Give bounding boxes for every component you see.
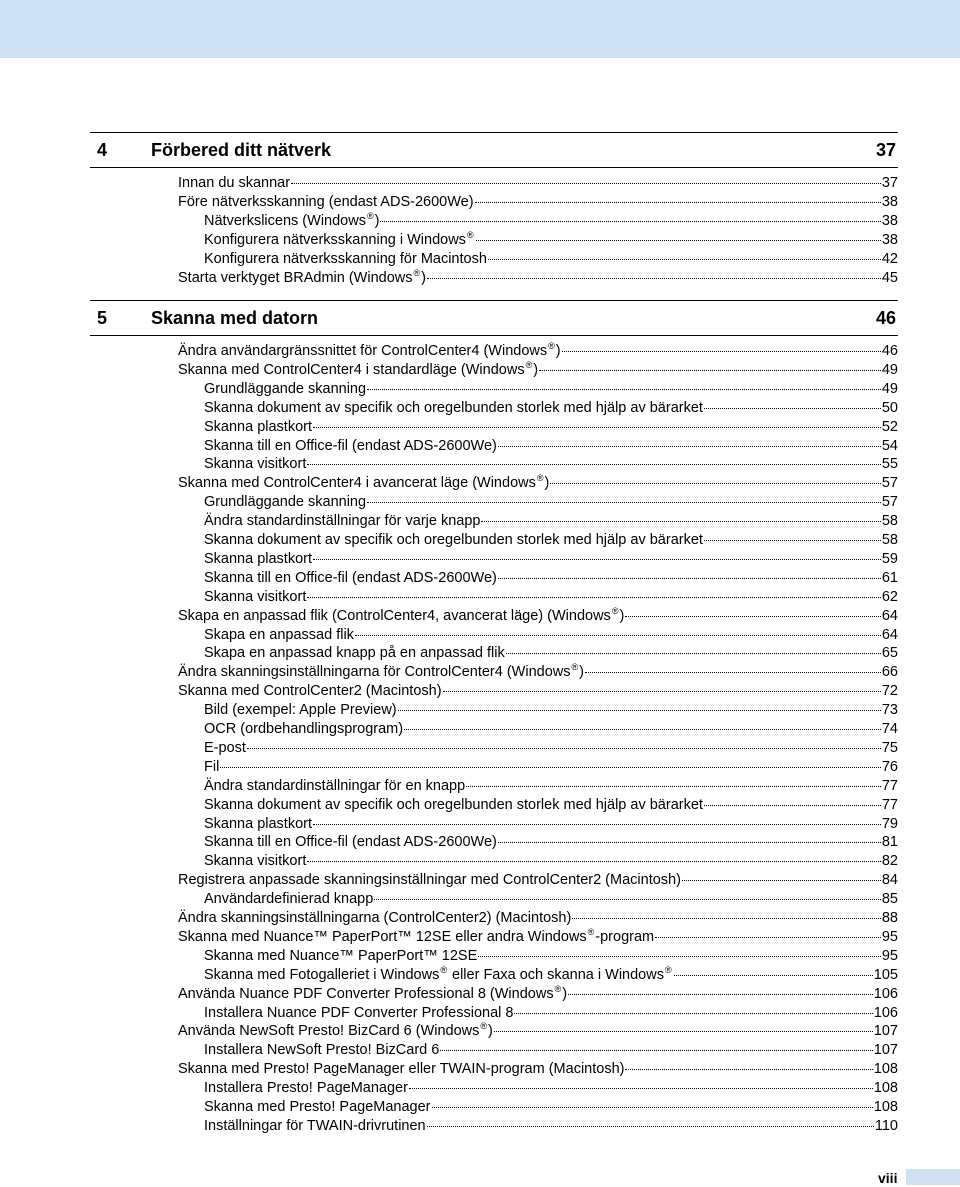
dot-leader [475, 202, 881, 203]
dot-leader [427, 1126, 874, 1127]
toc-entry[interactable] [204, 701, 898, 720]
toc-entry[interactable] [204, 1004, 898, 1023]
toc-entry-page: 81 [881, 834, 898, 851]
toc-entry[interactable] [204, 437, 898, 456]
toc-entry[interactable] [204, 626, 898, 645]
dot-leader [313, 559, 881, 560]
toc-entry[interactable] [178, 909, 898, 928]
toc-entry-page: 65 [881, 645, 898, 662]
toc-entry-title: Skanna med Nuance™ PaperPort™ 12SE eller andra Windows®-program [178, 926, 655, 945]
toc-entry[interactable] [204, 380, 898, 399]
dot-leader [481, 521, 880, 522]
toc-entry-page: 74 [881, 721, 898, 737]
toc-entry[interactable] [204, 720, 898, 739]
toc-entry-title: Grundläggande skanning [204, 380, 367, 397]
toc-entry-page: 108 [873, 1099, 898, 1115]
toc-entry-page: 38 [881, 194, 898, 210]
chapter-5-heading[interactable] [90, 300, 898, 336]
dot-leader [572, 918, 881, 919]
chapter-title: Förbered ditt nätverk [151, 140, 332, 160]
toc-entry[interactable] [178, 361, 898, 380]
toc-entry-title: Ändra skanningsinställningarna (ControlCenter2) (Macintosh) [178, 910, 572, 926]
dot-leader [539, 370, 881, 371]
toc-entry-page: 49 [881, 380, 898, 397]
toc-entry[interactable] [204, 966, 898, 985]
dot-leader [704, 540, 881, 541]
dot-leader [307, 597, 881, 598]
toc-entry-title: Skanna med Fotogalleriet i Windows® eller Faxa och skanna i Windows® [204, 964, 672, 983]
dot-leader [440, 1050, 872, 1051]
toc-entry[interactable] [204, 1117, 898, 1136]
toc-entry[interactable] [204, 947, 898, 966]
toc-entry-page: 45 [881, 270, 898, 286]
dot-leader [568, 994, 873, 995]
toc-entry-page: 85 [881, 891, 898, 908]
toc-entry-title: Innan du skannar [178, 175, 291, 191]
toc-entry[interactable] [204, 890, 898, 909]
toc-entry-page: 108 [873, 1061, 898, 1078]
toc-entry-title: Skapa en anpassad flik [204, 626, 354, 643]
toc-entry-title: Användardefinierad knapp [204, 891, 374, 908]
toc-entry[interactable] [204, 1041, 898, 1060]
toc-entry-page: 95 [881, 928, 898, 945]
dot-leader [585, 672, 881, 673]
dot-leader [655, 937, 881, 938]
toc-entry-page: 108 [873, 1080, 898, 1097]
dot-leader [291, 183, 881, 184]
toc-entry[interactable] [204, 588, 898, 607]
dot-leader [247, 748, 881, 749]
toc-entry-title: Före nätverksskanning (endast ADS-2600We) [178, 194, 474, 210]
dot-leader [466, 786, 881, 787]
toc-entry-title: Fil [204, 758, 220, 775]
toc-entry-page: 107 [873, 1023, 898, 1040]
toc-entry-title: Skanna med Presto! PageManager [204, 1099, 431, 1115]
toc-entry-title: Använda NewSoft Presto! BizCard 6 (Windows®) [178, 1021, 493, 1040]
toc-entry[interactable] [204, 493, 898, 512]
toc-entry-title: Skanna med Presto! PageManager eller TWAIN-program (Macintosh) [178, 1061, 625, 1078]
toc-entry[interactable] [204, 231, 898, 250]
toc-entry-title: Ändra standardinställningar för en knapp [204, 777, 466, 794]
toc-entry[interactable] [178, 607, 898, 626]
toc-entry-page: 110 [874, 1117, 898, 1134]
toc-entry-page: 58 [881, 513, 898, 530]
toc-entry-title: Skanna med ControlCenter4 i standardläge (Windows®) [178, 359, 539, 378]
toc-entry-title: OCR (ordbehandlingsprogram) [204, 721, 404, 737]
toc-entry-title: Inställningar för TWAIN-drivrutinen [204, 1117, 426, 1134]
registered-mark: ® [366, 211, 374, 221]
toc-entry-title: Skanna dokument av specifik och oregelbunden storlek med hjälp av bärarket [204, 532, 703, 548]
toc-entry[interactable] [178, 682, 898, 701]
toc-entry-page: 57 [881, 494, 898, 511]
toc-entry-title: Skanna plastkort [204, 550, 313, 567]
page-number: viii [878, 1170, 898, 1186]
dot-leader [307, 861, 881, 862]
dot-leader [432, 1107, 873, 1108]
toc-entry-page: 84 [881, 872, 898, 889]
toc-entry-title: Använda Nuance PDF Converter Professional 8 (Windows®) [178, 983, 568, 1002]
toc-entry-title: Grundläggande skanning [204, 494, 367, 511]
toc-entry-page: 50 [881, 399, 898, 416]
dot-leader [220, 767, 881, 768]
toc-entry-page: 62 [881, 588, 898, 605]
toc-entry[interactable] [204, 815, 898, 834]
dot-leader [498, 842, 881, 843]
toc-entry-page: 77 [881, 777, 898, 794]
toc-entry-page: 38 [881, 232, 898, 248]
registered-mark: ® [440, 964, 447, 975]
toc-entry-page: 106 [873, 985, 898, 1002]
dot-leader [488, 259, 881, 260]
registered-mark: ® [587, 926, 595, 937]
dot-leader [674, 975, 873, 976]
dot-leader [367, 502, 881, 503]
toc-entry-page: 66 [881, 664, 898, 681]
toc-entry[interactable] [204, 777, 898, 796]
registered-mark: ® [466, 230, 474, 240]
toc-entry-page: 54 [881, 437, 898, 454]
toc-entry[interactable] [204, 569, 898, 588]
dot-leader [506, 653, 881, 654]
dot-leader [494, 1031, 873, 1032]
dot-leader [514, 1013, 872, 1014]
toc-entry-title: Skapa en anpassad knapp på en anpassad flik [204, 645, 505, 662]
dot-leader [625, 1069, 872, 1070]
toc-entry-title: Installera NewSoft Presto! BizCard 6 [204, 1042, 440, 1059]
toc-entry-title: Skanna till en Office-fil (endast ADS-2600We) [204, 834, 497, 851]
toc-entry[interactable] [204, 1098, 898, 1117]
toc-entry-title: Ändra skanningsinställningarna för ControlCenter4 (Windows®) [178, 662, 584, 681]
toc-entry-page: 37 [881, 175, 898, 191]
toc-entry[interactable] [204, 644, 898, 663]
toc-entry-title: E-post [204, 739, 246, 756]
footer-accent-bar [906, 1169, 960, 1185]
registered-mark: ® [536, 473, 544, 484]
toc-entry-title: Skapa en anpassad flik (ControlCenter4, avancerat läge) (Windows®) [178, 605, 625, 624]
toc-entry-page: 79 [881, 815, 898, 832]
toc-entry-title: Skanna visitkort [204, 853, 307, 870]
toc-entry-page: 49 [881, 361, 898, 378]
toc-entry[interactable] [204, 739, 898, 758]
toc-entry-title: Skanna dokument av specifik och oregelbunden storlek med hjälp av bärarket [204, 796, 703, 813]
toc-entry[interactable] [204, 250, 898, 269]
chapter-number: 4 [97, 140, 108, 160]
toc-entry-title: Skanna till en Office-fil (endast ADS-2600We) [204, 569, 497, 586]
toc-entry-page: 58 [881, 532, 898, 548]
registered-mark: ® [413, 268, 421, 278]
dot-leader [498, 578, 881, 579]
toc-entry[interactable] [204, 758, 898, 777]
toc-entry-title: Skanna visitkort [204, 588, 307, 605]
toc-entry-page: 64 [881, 626, 898, 643]
toc-entry-title: Skanna med ControlCenter2 (Macintosh) [178, 683, 442, 700]
toc-entry-page: 75 [881, 739, 898, 756]
toc-entry-title: Bild (exempel: Apple Preview) [204, 702, 397, 719]
toc-entry[interactable] [204, 550, 898, 569]
dot-leader [443, 691, 881, 692]
toc-entry[interactable] [178, 1060, 898, 1079]
dot-leader [374, 899, 881, 900]
toc-entry-page: 52 [881, 418, 898, 435]
dot-leader [355, 635, 881, 636]
dot-leader [313, 824, 881, 825]
toc-entry-title: Skanna med ControlCenter4 i avancerat läge (Windows®) [178, 473, 550, 492]
dot-leader [307, 464, 881, 465]
toc-entry-page: 55 [881, 456, 898, 473]
toc-entry-page: 105 [873, 966, 898, 983]
toc-entry-title: Nätverkslicens (Windows®) [204, 211, 380, 229]
toc-entry-page: 107 [873, 1042, 898, 1059]
toc-entry-page: 95 [881, 947, 898, 964]
dot-leader [704, 805, 881, 806]
toc-entry-page: 61 [881, 569, 898, 586]
toc-entry[interactable] [178, 269, 898, 288]
registered-mark: ® [611, 605, 619, 616]
chapter-title: Skanna med datorn [151, 308, 319, 328]
toc-entry[interactable] [204, 212, 898, 231]
toc-entry[interactable] [204, 399, 898, 418]
dot-leader [367, 389, 881, 390]
toc-entry[interactable] [204, 455, 898, 474]
toc-entry[interactable] [204, 796, 898, 815]
toc-entry[interactable] [178, 985, 898, 1004]
toc-entry[interactable] [178, 1022, 898, 1041]
toc-entry-title: Skanna plastkort [204, 418, 313, 435]
toc-entry-page: 82 [881, 853, 898, 870]
toc-entry-page: 59 [881, 550, 898, 567]
dot-leader [625, 616, 881, 617]
toc-entry-page: 76 [881, 758, 898, 775]
toc-entry-page: 77 [881, 796, 898, 813]
toc-entry-page: 73 [881, 702, 898, 719]
toc-entry-page: 38 [881, 213, 898, 229]
dot-leader [398, 710, 881, 711]
toc-entry-page: 64 [881, 607, 898, 624]
dot-leader [498, 446, 881, 447]
chapter-page: 46 [875, 308, 896, 328]
toc-entry[interactable] [178, 174, 898, 193]
toc-entry[interactable] [204, 852, 898, 871]
toc-entry-title: Ändra standardinställningar för varje knapp [204, 513, 481, 530]
toc-entry-title: Installera Nuance PDF Converter Professional 8 [204, 1004, 514, 1021]
registered-mark: ® [480, 1021, 488, 1032]
dot-leader [704, 408, 881, 409]
dot-leader [550, 483, 881, 484]
toc-entry-title: Starta verktyget BRAdmin (Windows®) [178, 268, 426, 286]
toc-entry-title: Registrera anpassade skanningsinställningar med ControlCenter2 (Macintosh) [178, 872, 681, 889]
toc-entry-title: Konfigurera nätverksskanning i Windows® [204, 230, 474, 248]
toc-entry[interactable] [204, 512, 898, 531]
toc-entry[interactable] [178, 342, 898, 361]
registered-mark: ® [664, 964, 672, 975]
registered-mark: ® [525, 359, 533, 370]
toc-entry[interactable] [204, 531, 898, 550]
toc-entry-title: Konfigurera nätverksskanning för Macintosh [204, 251, 487, 267]
toc-entry-page: 57 [881, 475, 898, 492]
toc-entry[interactable] [204, 833, 898, 852]
registered-mark: ® [554, 983, 562, 994]
toc-entry-title: Skanna visitkort [204, 456, 307, 473]
chapter-4-heading[interactable] [90, 132, 898, 168]
toc-entry-page: 88 [881, 910, 898, 926]
toc-entry[interactable] [178, 663, 898, 682]
dot-leader [478, 956, 881, 957]
toc-entry-page: 42 [881, 251, 898, 267]
toc-entry[interactable] [178, 928, 898, 947]
dot-leader [409, 1088, 873, 1089]
toc-entry[interactable] [204, 418, 898, 437]
dot-leader [313, 427, 881, 428]
dot-leader [404, 729, 881, 730]
chapter-number: 5 [97, 308, 108, 328]
toc-entry-title: Ändra användargränssnittet för ControlCenter4 (Windows®) [178, 341, 561, 359]
chapter-page: 37 [875, 140, 896, 160]
dot-leader [476, 240, 881, 241]
toc-entry-title: Installera Presto! PageManager [204, 1080, 408, 1097]
toc-entry-title: Skanna till en Office-fil (endast ADS-2600We) [204, 437, 497, 454]
toc-entry-title: Skanna plastkort [204, 815, 313, 832]
toc-entry-page: 46 [881, 343, 898, 359]
toc-entry[interactable] [204, 1079, 898, 1098]
top-header-band [0, 0, 960, 58]
toc-entry-title: Skanna med Nuance™ PaperPort™ 12SE [204, 947, 478, 964]
toc-entry[interactable] [178, 193, 898, 212]
dot-leader [427, 278, 881, 279]
dot-leader [682, 880, 881, 881]
dot-leader [562, 351, 881, 352]
toc-entry-page: 72 [881, 683, 898, 700]
toc-entry-title: Skanna dokument av specifik och oregelbunden storlek med hjälp av bärarket [204, 399, 703, 416]
toc-entry-page: 106 [873, 1004, 898, 1021]
toc-entry[interactable] [178, 474, 898, 493]
registered-mark: ® [571, 662, 579, 673]
toc-entry[interactable] [178, 871, 898, 890]
registered-mark: ® [548, 341, 555, 351]
dot-leader [380, 221, 880, 222]
